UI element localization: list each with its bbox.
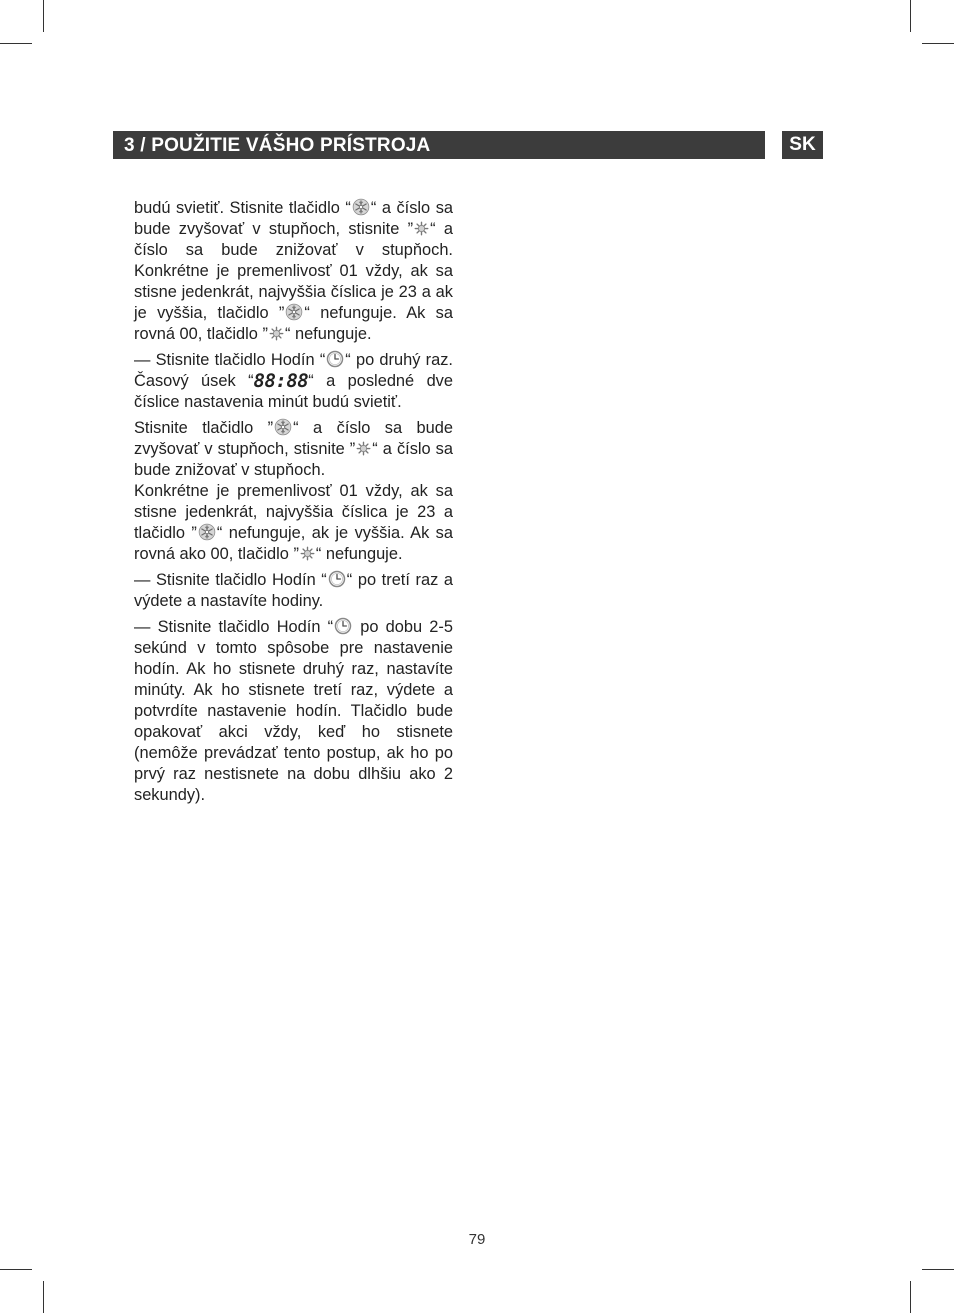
clock-icon xyxy=(334,617,352,635)
crop-mark xyxy=(910,1281,911,1313)
page-number: 79 xyxy=(468,1231,486,1248)
sun-minus-icon xyxy=(300,546,315,561)
snowflake-plus-icon xyxy=(285,303,303,321)
paragraph: — Stisnite tlačidlo Hodín “ “ po tretí raz a výdete a nastavíte hodiny. xyxy=(134,571,454,610)
sun-minus-icon xyxy=(356,441,371,456)
language-badge: SK xyxy=(782,131,823,159)
sun-minus-icon xyxy=(414,221,429,236)
display-readout: 88:88 xyxy=(253,370,309,392)
snowflake-plus-icon xyxy=(352,198,370,216)
crop-mark xyxy=(0,1269,32,1270)
crop-mark xyxy=(0,43,32,44)
section-header-bar xyxy=(113,131,765,159)
crop-mark xyxy=(910,0,911,32)
crop-mark xyxy=(43,0,44,32)
snowflake-plus-icon xyxy=(198,523,216,541)
sun-minus-icon xyxy=(269,326,284,341)
paragraph: Stisnite tlačidlo ” “ a číslo sa bude zvyšovať v stupňoch, stisnite ” “ a číslo sa bude znižovať v stupňoch. xyxy=(134,419,453,479)
clock-icon xyxy=(328,570,346,588)
paragraph: Konkrétne je premenlivosť 01 vždy, ak sa stisne jedenkrát, najvyššia číslica je 23 a tlačidlo ” “ nefunguje, ak je vyššia. Ak sa rovná ako 00, tlačidlo ” “ nefunguje. xyxy=(134,482,453,563)
crop-mark xyxy=(922,43,954,44)
paragraph: — Stisnite tlačidlo Hodín “ “ po druhý raz. Časový úsek “88:88“ a posledné dve číslice nastavenia minút budú svietiť. xyxy=(134,351,453,411)
body-text xyxy=(134,198,453,806)
crop-mark xyxy=(922,1269,954,1270)
clock-icon xyxy=(326,350,344,368)
snowflake-plus-icon xyxy=(274,418,292,436)
paragraph: — Stisnite tlačidlo Hodín “ po dobu 2-5 sekúnd v tomto spôsobe pre nastavenie hodín. Ak ho stisnete druhý raz, nastavíte minúty. Ak ho stisnete tretí raz, výdete a potvrdíte nastavenie hodín. Tlačidlo bude opakovať akci vždy, keď ho stisnete (nemôže prevádzať tento postup, ak ho po prvý raz nestisnete na dobu dlhšiu ako 2 sekundy). xyxy=(134,618,453,804)
section-title: 3 / POUŽITIE VÁŠHO PRÍSTROJA xyxy=(124,135,431,156)
crop-mark xyxy=(43,1281,44,1313)
paragraph: budú svietiť. Stisnite tlačidlo “ “ a číslo sa bude zvyšovať v stupňoch, stisnite ” “ a číslo sa bude znižovať v stupňoch. Konkrétne je premenlivosť 01 vždy, ak sa stisne jedenkrát, najvyššia číslica je 23 a ak je vyššia, tlačidlo ” “ nefunguje. Ak sa rovná 00, tlačidlo ” “ nefunguje. xyxy=(134,199,454,343)
